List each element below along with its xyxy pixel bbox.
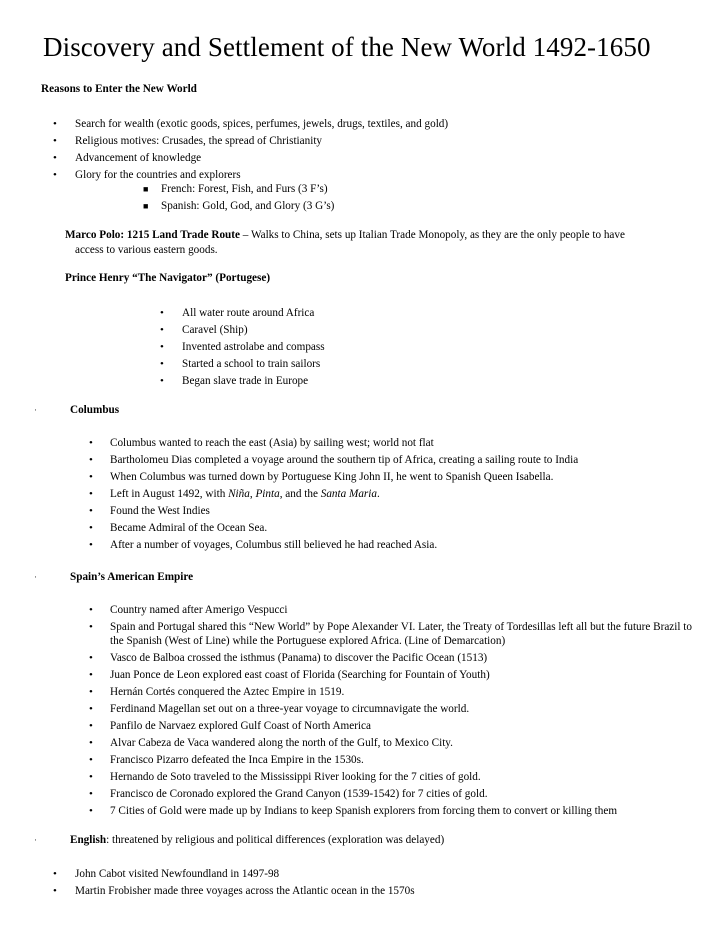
- list-item: After a number of voyages, Columbus still believed he had reached Asia.: [110, 539, 438, 551]
- bullet-icon: •: [89, 454, 93, 466]
- list-item: Vasco de Balboa crossed the isthmus (Panama) to discover the Pacific Ocean (1513): [110, 652, 488, 664]
- list-item: Spain and Portugal shared this “New World” by Pope Alexander VI. Later, the Treaty of Tordesillas left all but the future Brazil to the Spanish (West of Line) while the Portuguese explored Africa. (Line of Demarcation): [110, 621, 692, 647]
- list-item: Started a school to train sailors: [182, 358, 321, 370]
- marco-polo-paragraph: Marco Polo: 1215 Land Trade Route – Walks to China, sets up Italian Trade Monopoly, as they are the only people to have: [65, 229, 625, 241]
- bullet-icon: •: [160, 307, 164, 319]
- list-item: Hernando de Soto traveled to the Mississippi River looking for the 7 cities of gold.: [110, 771, 481, 783]
- bullet-icon: •: [89, 437, 93, 449]
- square-bullet-icon: ■: [143, 184, 149, 194]
- list-item: Francisco de Coronado explored the Grand Canyon (1539-1542) for 7 cities of gold.: [110, 788, 488, 800]
- list-item: Advancement of knowledge: [75, 152, 202, 164]
- prince-henry-heading: Prince Henry “The Navigator” (Portugese): [65, 272, 271, 284]
- list-item: Glory for the countries and explorers: [75, 169, 241, 181]
- section-marker: ·: [34, 572, 37, 582]
- list-item: Panfilo de Narvaez explored Gulf Coast of North America: [110, 720, 371, 732]
- english-heading: English: threatened by religious and political differences (exploration was delayed): [70, 834, 445, 846]
- bullet-icon: •: [89, 471, 93, 483]
- bullet-icon: •: [53, 868, 57, 880]
- bullet-icon: •: [89, 669, 93, 681]
- page-title: Discovery and Settlement of the New World 1492-1650: [43, 32, 651, 62]
- list-item: Began slave trade in Europe: [182, 375, 309, 387]
- list-item: Bartholomeu Dias completed a voyage around the southern tip of Africa, creating a sailing route to India: [110, 454, 579, 466]
- bullet-icon: •: [160, 324, 164, 336]
- list-item: Search for wealth (exotic goods, spices, perfumes, jewels, drugs, textiles, and gold): [75, 118, 449, 130]
- list-item: When Columbus was turned down by Portuguese King John II, he went to Spanish Queen Isabella.: [110, 471, 554, 483]
- bullet-icon: •: [160, 375, 164, 387]
- bullet-icon: •: [89, 720, 93, 732]
- list-item: 7 Cities of Gold were made up by Indians to keep Spanish explorers from forcing them to convert or killing them: [110, 805, 618, 817]
- reasons-heading: Reasons to Enter the New World: [41, 83, 197, 95]
- bullet-icon: •: [89, 621, 93, 633]
- list-item: Country named after Amerigo Vespucci: [110, 604, 288, 616]
- list-item: Hernán Cortés conquered the Aztec Empire in 1519.: [110, 686, 345, 698]
- list-item-ships: Left in August 1492, with Niña, Pinta, and the Santa Maria.: [110, 488, 380, 500]
- columbus-heading: Columbus: [70, 404, 120, 416]
- spain-heading: Spain’s American Empire: [70, 571, 194, 583]
- bullet-icon: •: [89, 737, 93, 749]
- bullet-icon: •: [89, 805, 93, 817]
- sub-list-item: Spanish: Gold, God, and Glory (3 G’s): [161, 200, 335, 212]
- bullet-icon: •: [53, 152, 57, 164]
- list-item: Religious motives: Crusades, the spread of Christianity: [75, 135, 323, 147]
- bullet-icon: •: [89, 771, 93, 783]
- bullet-icon: •: [53, 135, 57, 147]
- list-item: Juan Ponce de Leon explored east coast of Florida (Searching for Fountain of Youth): [110, 669, 490, 681]
- square-bullet-icon: ■: [143, 201, 149, 211]
- section-marker: ·: [34, 405, 37, 415]
- list-item: Francisco Pizarro defeated the Inca Empire in the 1530s.: [110, 754, 364, 766]
- bullet-icon: •: [89, 788, 93, 800]
- bullet-icon: •: [160, 341, 164, 353]
- list-item: All water route around Africa: [182, 307, 315, 319]
- list-item: Ferdinand Magellan set out on a three-year voyage to circumnavigate the world.: [110, 703, 470, 715]
- list-item: Invented astrolabe and compass: [182, 341, 325, 353]
- bullet-icon: •: [89, 703, 93, 715]
- bullet-icon: •: [89, 604, 93, 616]
- bullet-icon: •: [89, 505, 93, 517]
- sub-list-item: French: Forest, Fish, and Furs (3 F’s): [161, 183, 328, 195]
- bullet-icon: •: [89, 522, 93, 534]
- bullet-icon: •: [53, 169, 57, 181]
- bullet-icon: •: [89, 488, 93, 500]
- list-item: Found the West Indies: [110, 505, 210, 517]
- marco-polo-paragraph-cont: access to various eastern goods.: [75, 244, 218, 256]
- bullet-icon: •: [89, 686, 93, 698]
- bullet-icon: •: [53, 885, 57, 897]
- bullet-icon: •: [160, 358, 164, 370]
- bullet-icon: •: [53, 118, 57, 130]
- list-item: Alvar Cabeza de Vaca wandered along the north of the Gulf, to Mexico City.: [110, 737, 453, 749]
- bullet-icon: •: [89, 539, 93, 551]
- bullet-icon: •: [89, 754, 93, 766]
- list-item: Columbus wanted to reach the east (Asia) by sailing west; world not flat: [110, 437, 434, 449]
- list-item: Became Admiral of the Ocean Sea.: [110, 522, 268, 534]
- list-item: Martin Frobisher made three voyages across the Atlantic ocean in the 1570s: [75, 885, 415, 897]
- list-item: Caravel (Ship): [182, 324, 248, 336]
- section-marker: ·: [34, 835, 37, 845]
- list-item: John Cabot visited Newfoundland in 1497-98: [75, 868, 280, 880]
- bullet-icon: •: [89, 652, 93, 664]
